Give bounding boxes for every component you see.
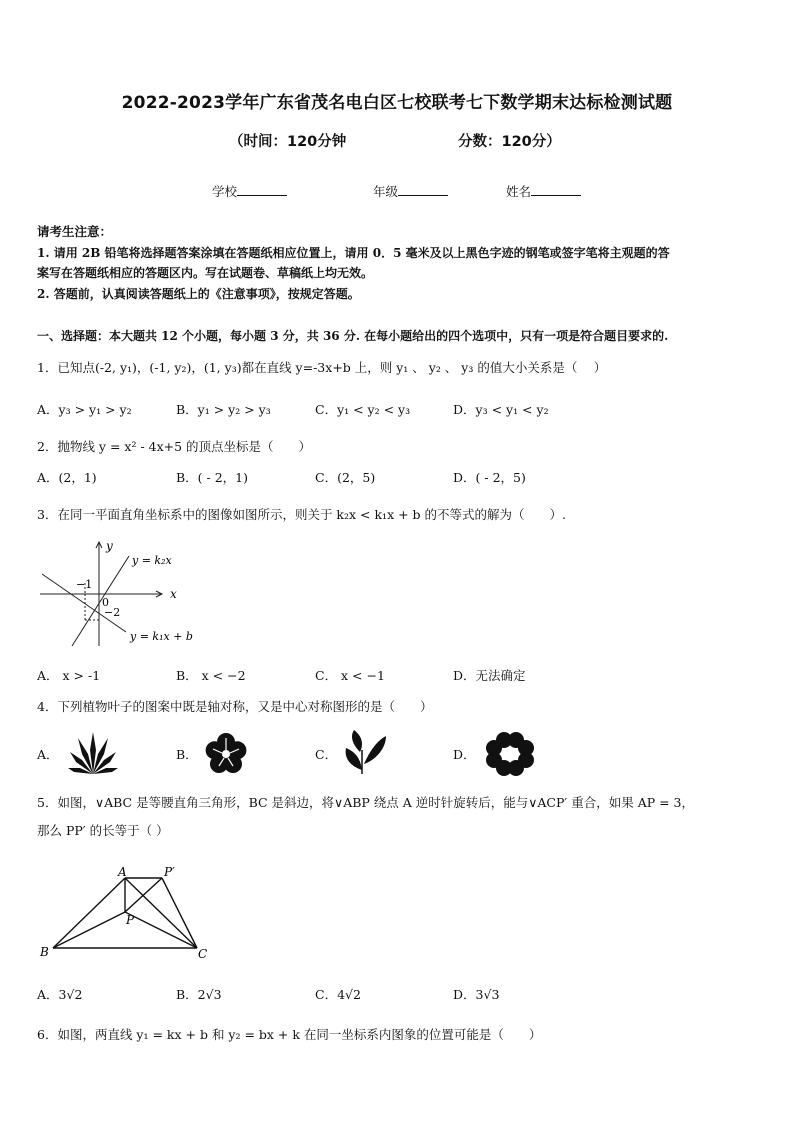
exam-score: 分数：120分） (458, 134, 561, 150)
q4-option-c[interactable]: C． (315, 747, 338, 762)
q3-stem: 3．在同一平面直角坐标系中的图像如图所示，则关于 k₂x < k₁x + b 的不等式的解为（ ）. (37, 507, 566, 522)
q1-stem: 1．已知点(-2, y₁)，(-1, y₂)，(1, y₃)都在直线 y=-3x+b 上，则 y₁ 、 y₂ 、 y₃ 的值大小关系是（ ） (37, 360, 607, 375)
exam-time: （时间：120分钟 (229, 134, 347, 150)
section-heading: 一、选择题：本大题共 12 个小题，每小题 3 分，共 36 分. 在每小题给出的四个选项中，只有一项是符合题目要求的. (37, 329, 669, 343)
q2-stem: 2．抛物线 y = x² - 4x+5 的顶点坐标是（ ） (37, 439, 312, 454)
q5-point-a: A (118, 865, 127, 879)
q1-option-b[interactable]: B．y₁ > y₂ > y₃ (176, 402, 271, 417)
q3-option-c[interactable]: C． x < −1 (315, 668, 385, 683)
q2-option-a[interactable]: A．(2，1) (37, 470, 97, 485)
q1-option-d[interactable]: D．y₃ < y₁ < y₂ (453, 402, 549, 417)
q5-point-b: B (40, 945, 49, 959)
leaf-sprig-icon (340, 730, 388, 776)
q4-stem: 4．下列植物叶子的图案中既是轴对称，又是中心对称图形的是（ ） (37, 699, 433, 714)
q5-point-p: P (126, 913, 135, 927)
q1-option-a[interactable]: A．y₃ > y₁ > y₂ (37, 402, 132, 417)
q3-x-label: x (170, 587, 177, 601)
paper-title: 2022-2023学年广东省茂名电白区七校联考七下数学期末达标检测试题 (121, 93, 673, 113)
q6-stem: 6．如图，两直线 y₁ = kx + b 和 y₂ = bx + k 在同一坐标系内图象的位置可能是（ ） (37, 1027, 542, 1042)
grade-field[interactable]: 年级 (373, 182, 448, 200)
q2-option-b[interactable]: B．( - 2，1) (176, 470, 249, 485)
q5-option-d[interactable]: D．3√3 (453, 987, 500, 1002)
notice-line-2: 案写在答题纸相应的答题区内。写在试题卷、草稿纸上均无效。 (37, 266, 374, 280)
q5-stem-line-1: 5．如图，∨ABC 是等腰直角三角形，BC 是斜边，将∨ABP 绕点 A 逆时针旋转后，能与∨ACP′ 重合，如果 AP = 3， (37, 795, 695, 810)
q5-option-a[interactable]: A．3√2 (37, 987, 83, 1002)
q3-graph (36, 536, 212, 648)
q2-option-c[interactable]: C．(2，5) (315, 470, 376, 485)
q5-point-p-prime: P′ (164, 865, 175, 879)
q2-option-d[interactable]: D．( - 2，5) (453, 470, 526, 485)
q4-option-b[interactable]: B． (176, 747, 198, 762)
q3-option-a[interactable]: A． x > -1 (37, 668, 101, 683)
notice-line-1: 1. 请用 2B 铅笔将选择题答案涂填在答题纸相应位置上，请用 0．5 毫米及以上黑色字迹的钢笔或签字笔将主观题的答 (37, 246, 670, 260)
leaf-spiky-icon (68, 730, 118, 776)
notice-line-3: 2. 答题前，认真阅读答题纸上的《注意事项》，按规定答题。 (37, 287, 360, 301)
notice-head: 请考生注意： (37, 224, 113, 239)
q3-y-label: y (106, 539, 113, 553)
q5-option-c[interactable]: C．4√2 (315, 987, 361, 1002)
q3-option-b[interactable]: B． x < −2 (176, 668, 246, 683)
q3-tick-minus-1: −1 (76, 578, 93, 591)
school-field[interactable]: 学校 (212, 182, 287, 200)
q5-point-c: C (198, 947, 208, 961)
q5-option-b[interactable]: B．2√3 (176, 987, 222, 1002)
q4-option-a[interactable]: A． (37, 747, 59, 762)
name-field[interactable]: 姓名 (506, 182, 581, 200)
q4-option-d[interactable]: D． (453, 747, 476, 762)
q3-tick-minus-2: −2 (104, 606, 121, 619)
q3-line2-label: y = k₁x + b (130, 630, 193, 643)
q3-origin-label: 0 (102, 596, 109, 609)
q5-triangle-figure (36, 862, 216, 962)
q3-line1-label: y = k₂x (132, 554, 172, 567)
q5-stem-line-2: 那么 PP′ 的长等于（ ） (37, 823, 169, 838)
q3-option-d[interactable]: D．无法确定 (453, 668, 526, 683)
flower-five-petal-icon (204, 732, 248, 776)
flower-four-petal-icon (484, 730, 536, 778)
q1-option-c[interactable]: C．y₁ < y₂ < y₃ (315, 402, 411, 417)
